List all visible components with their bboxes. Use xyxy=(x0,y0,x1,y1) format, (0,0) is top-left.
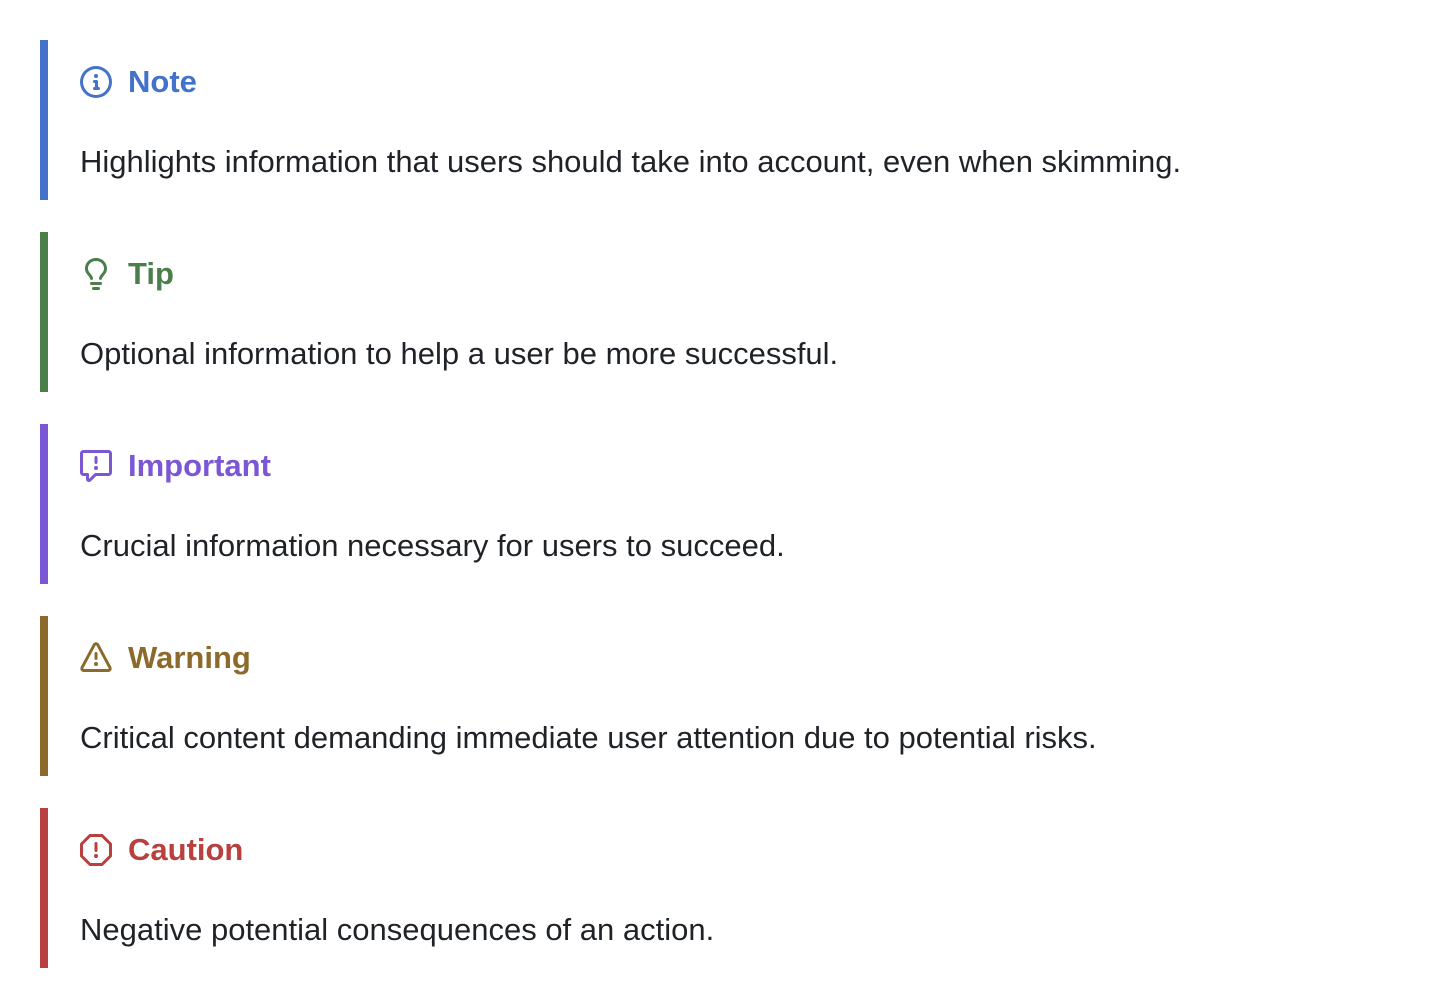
alert-body: Negative potential consequences of an action. xyxy=(80,912,715,947)
alert-body: Optional information to help a user be more successful. xyxy=(80,336,839,371)
alert-title xyxy=(80,254,174,294)
light-bulb-icon xyxy=(80,258,112,290)
alert-title xyxy=(80,446,271,486)
alert-title-text: Important xyxy=(128,448,271,483)
alert-body: Crucial information necessary for users to succeed. xyxy=(80,528,785,563)
alert-important xyxy=(40,424,1400,584)
alert-title-text: Tip xyxy=(128,256,174,291)
alert-note xyxy=(40,40,1400,200)
alert-title-text: Caution xyxy=(128,832,244,867)
alert-title-text: Note xyxy=(128,64,197,99)
alerts-list xyxy=(40,40,1400,968)
alert-title xyxy=(80,638,251,678)
alert-title-text: Warning xyxy=(128,640,251,675)
alert-body: Highlights information that users should take into account, even when skimming. xyxy=(80,144,1182,179)
alert-triangle-icon xyxy=(80,642,112,674)
alert-caution xyxy=(40,808,1400,968)
alert-title xyxy=(80,830,243,870)
stop-octagon-icon xyxy=(80,834,112,866)
alert-warning xyxy=(40,616,1400,776)
alert-body: Critical content demanding immediate user attention due to potential risks. xyxy=(80,720,1097,755)
alert-tip xyxy=(40,232,1400,392)
alert-title xyxy=(80,62,197,102)
info-circle-icon xyxy=(80,66,112,98)
report-speech-bubble-icon xyxy=(80,450,112,482)
